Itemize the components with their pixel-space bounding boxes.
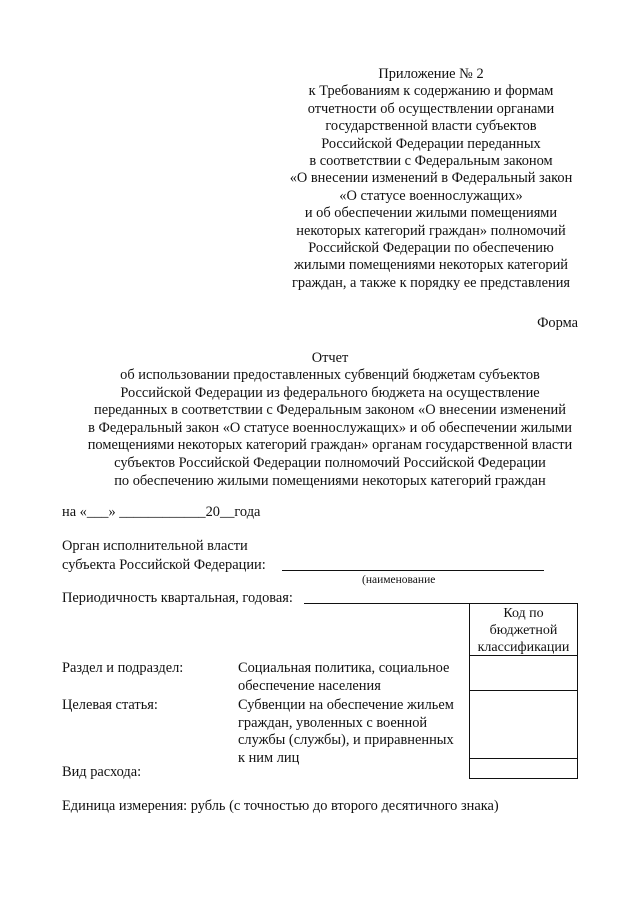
target-code-cell[interactable] (470, 691, 577, 759)
unit-of-measure: Единица измерения: рубль (с точностью до второго десятичного знака) (62, 798, 499, 814)
expense-label: Вид расхода: (62, 764, 142, 780)
report-line: в Федеральный закон «О статусе военнослужащих» и об обеспечении жилыми (88, 419, 572, 436)
appendix-line: «О внесении изменений в Федеральный закон (289, 170, 573, 187)
appendix-line: Российской Федерации переданных (321, 135, 541, 152)
report-line: субъектов Российской Федерации полномочий Российской Федерации (114, 454, 546, 471)
appendix-line: Приложение № 2 (378, 66, 484, 82)
report-line: об использовании предоставленных субвенций бюджетам субъектов (120, 367, 540, 383)
target-value-line: граждан, уволенных с военной (238, 714, 428, 731)
report-title: Отчет (311, 350, 349, 366)
report-date-line: на «___» ____________20__года (62, 504, 261, 520)
section-label: Раздел и подраздел: (62, 660, 184, 676)
organ-label-line1: Орган исполнительной власти (62, 538, 248, 554)
target-value-line: к ним лиц (238, 749, 300, 766)
form-label: Форма (537, 315, 578, 331)
appendix-line: жилыми помещениями некоторых категорий (293, 257, 569, 274)
appendix-line: в соответствии с Федеральным законом (309, 153, 553, 170)
organ-name-field[interactable] (282, 553, 544, 571)
appendix-line: государственной власти субъектов (325, 118, 537, 135)
expense-code-cell[interactable] (470, 759, 577, 778)
appendix-line: и об обеспечении жилыми помещениями (304, 205, 558, 222)
target-value-line: службы (службы), и приравненных (238, 732, 454, 748)
report-line: переданных в соответствии с Федеральным законом «О внесении изменений (94, 402, 566, 419)
budget-code-table (469, 603, 578, 779)
appendix-line: Российской Федерации по обеспечению (308, 240, 554, 257)
organ-name-caption: (наименование (362, 574, 436, 586)
section-code-cell[interactable] (470, 656, 577, 691)
budget-code-header-line: Код по (503, 606, 544, 621)
report-line: помещениями некоторых категорий граждан» органам государственной власти (87, 437, 573, 454)
periodicity-label: Периодичность квартальная, годовая: (62, 590, 293, 606)
target-value (238, 697, 454, 767)
organ-label-line2: субъекта Российской Федерации: (62, 557, 266, 573)
target-value-line: Субвенции на обеспечение жильем (238, 697, 454, 713)
appendix-line: к Требованиям к содержанию и формам (308, 83, 554, 100)
budget-code-header-line: классификации (477, 640, 570, 655)
report-line: по обеспечению жилыми помещениями некоторых категорий граждан (114, 472, 546, 489)
section-value (238, 660, 449, 695)
section-value-line: обеспечение населения (238, 677, 381, 694)
report-line: Российской Федерации из федерального бюджета на осуществление (120, 384, 540, 401)
appendix-line: отчетности об осуществлении органами (307, 100, 555, 117)
section-value-line: Социальная политика, социальное (238, 660, 450, 676)
budget-code-header-line: бюджетной (489, 623, 558, 638)
budget-code-header-border (470, 604, 577, 656)
appendix-line: некоторых категорий граждан» полномочий (296, 222, 566, 239)
appendix-line: «О статусе военнослужащих» (339, 187, 523, 204)
target-label: Целевая статья: (62, 697, 158, 713)
appendix-heading (276, 66, 586, 292)
appendix-line: граждан, а также к порядку ее представления (291, 274, 571, 291)
report-description (50, 367, 610, 490)
periodicity-field[interactable] (304, 586, 544, 604)
